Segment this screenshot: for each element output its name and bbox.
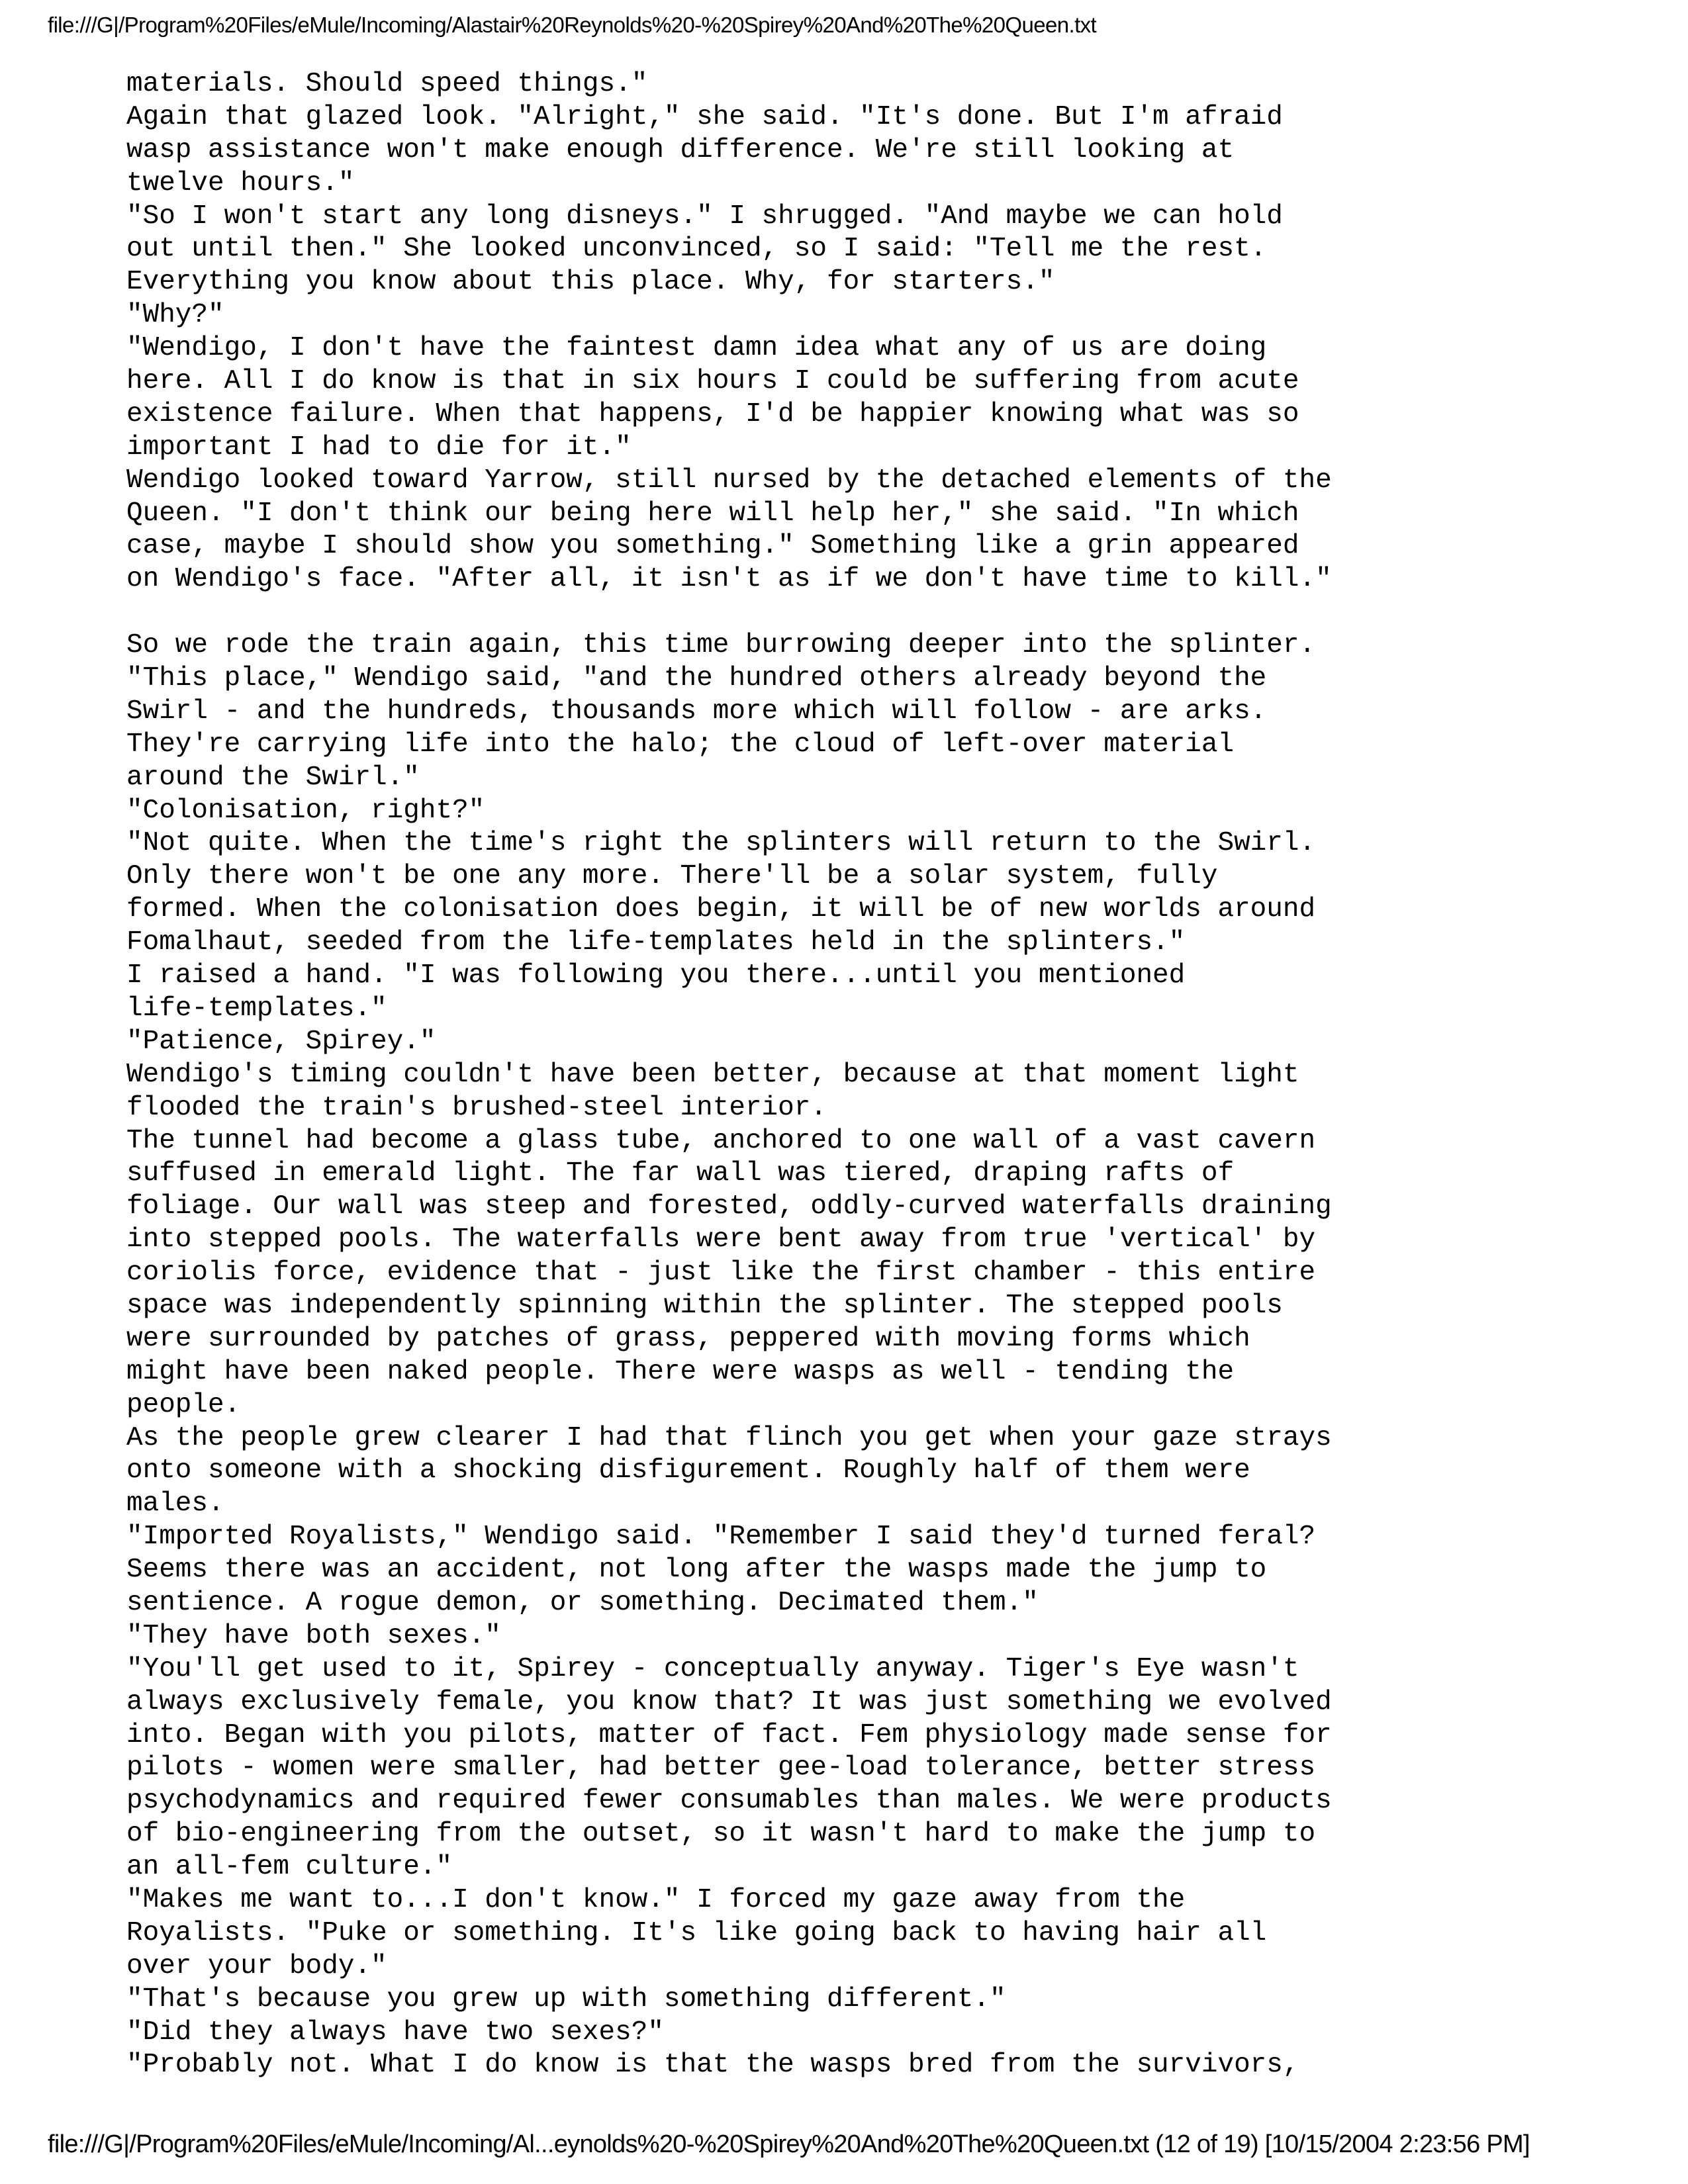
text-line: foliage. Our wall was steep and forested, oddly-curved waterfalls draining [126, 1191, 1332, 1222]
document-body [126, 68, 1649, 2082]
text-line: Everything you know about this place. Why, for starters." [126, 267, 1055, 298]
text-line: So we rode the train again, this time burrowing deeper into the splinter. [126, 630, 1316, 661]
text-line: "They have both sexes." [126, 1620, 501, 1651]
text-line: I raised a hand. "I was following you there...until you mentioned [126, 960, 1186, 991]
text-line: case, maybe I should show you something." Something like a grin appeared [126, 531, 1299, 562]
text-line: suffused in emerald light. The far wall was tiered, draping rafts of [126, 1158, 1235, 1189]
text-line: space was independently spinning within the splinter. The stepped pools [126, 1290, 1283, 1321]
text-line: materials. Should speed things." [126, 69, 648, 99]
blank-line [126, 596, 1649, 629]
text-line: into stepped pools. The waterfalls were bent away from true 'vertical' by [126, 1224, 1316, 1255]
text-line: Swirl - and the hundreds, thousands more which will follow - are arks. [126, 696, 1267, 727]
text-line: Seems there was an accident, not long after the wasps made the jump to [126, 1555, 1267, 1586]
text-line: "Wendigo, I don't have the faintest damn idea what any of us are doing [126, 333, 1267, 364]
text-line: twelve hours." [126, 167, 355, 199]
text-line: "Patience, Spirey." [126, 1026, 436, 1057]
text-line: out until then." She looked unconvinced, so I said: "Tell me the rest. [126, 234, 1267, 265]
text-line: They're carrying life into the halo; the cloud of left-over material [126, 729, 1235, 760]
header-file-path: file:///G|/Program%20Files/eMule/Incoming/Alastair%20Reynolds%20-%20Spirey%20And%20The%20Queen.txt [48, 13, 1097, 37]
text-line: Only there won't be one any more. There'll be a solar system, fully [126, 861, 1218, 892]
text-line: were surrounded by patches of grass, peppered with moving forms which [126, 1323, 1250, 1354]
text-line: Fomalhaut, seeded from the life-templates held in the splinters." [126, 927, 1186, 958]
text-line: here. All I do know is that in six hours I could be suffering from acute [126, 366, 1299, 397]
text-line: pilots - women were smaller, had better gee-load tolerance, better stress [126, 1752, 1316, 1784]
text-line: Queen. "I don't think our being here will help her," she said. "In which [126, 498, 1299, 529]
text-line: "Imported Royalists," Wendigo said. "Remember I said they'd turned feral? [126, 1522, 1316, 1553]
text-line: people. [126, 1389, 241, 1420]
text-line: Royalists. "Puke or something. It's like going back to having hair all [126, 1917, 1267, 1948]
text-line: wasp assistance won't make enough difference. We're still looking at [126, 134, 1235, 165]
text-line: an all-fem culture." [126, 1852, 453, 1883]
text-line: "You'll get used to it, Spirey - conceptually anyway. Tiger's Eye wasn't [126, 1653, 1299, 1684]
text-line: around the Swirl." [126, 762, 420, 793]
text-line: Again that glazed look. "Alright," she said. "It's done. But I'm afraid [126, 101, 1283, 132]
text-line: Wendigo looked toward Yarrow, still nursed by the detached elements of the [126, 465, 1332, 496]
text-line: coriolis force, evidence that - just like the first chamber - this entire [126, 1257, 1316, 1289]
text-line: Wendigo's timing couldn't have been better, because at that moment light [126, 1059, 1299, 1090]
text-line: into. Began with you pilots, matter of fact. Fem physiology made sense for [126, 1719, 1332, 1751]
text-line: "Did they always have two sexes?" [126, 2017, 664, 2048]
text-line: "Probably not. What I do know is that the wasps bred from the survivors, [126, 2050, 1299, 2081]
text-line: always exclusively female, you know that? It was just something we evolved [126, 1686, 1332, 1717]
text-line: over your body." [126, 1950, 387, 1981]
text-line: "This place," Wendigo said, "and the hundred others already beyond the [126, 663, 1267, 694]
text-line: "Colonisation, right?" [126, 795, 485, 826]
text-line: life-templates." [126, 993, 387, 1024]
text-line: on Wendigo's face. "After all, it isn't as if we don't have time to kill." [126, 564, 1332, 595]
text-line: "Not quite. When the time's right the splinters will return to the Swirl. [126, 828, 1316, 859]
text-line: males. [126, 1488, 224, 1520]
text-line: existence failure. When that happens, I'd be happier knowing what was so [126, 398, 1299, 430]
text-line: As the people grew clearer I had that flinch you get when your gaze strays [126, 1422, 1332, 1453]
text-line: "Makes me want to...I don't know." I forced my gaze away from the [126, 1884, 1186, 1915]
text-line: "That's because you grew up with something different." [126, 1983, 1006, 2015]
text-line: "Why?" [126, 300, 224, 331]
text-line: of bio-engineering from the outset, so it wasn't hard to make the jump to [126, 1819, 1316, 1850]
text-line: The tunnel had become a glass tube, anchored to one wall of a vast cavern [126, 1125, 1316, 1156]
text-line: sentience. A rogue demon, or something. Decimated them." [126, 1587, 1039, 1618]
text-line: formed. When the colonisation does begin, it will be of new worlds around [126, 894, 1316, 925]
text-line: psychodynamics and required fewer consumables than males. We were products [126, 1786, 1332, 1817]
text-line: might have been naked people. There were wasps as well - tending the [126, 1356, 1235, 1387]
text-line: "So I won't start any long disneys." I shrugged. "And maybe we can hold [126, 201, 1283, 232]
text-line: important I had to die for it." [126, 432, 632, 463]
footer-file-path: file:///G|/Program%20Files/eMule/Incoming/Al...eynolds%20-%20Spirey%20And%20The%20Queen.txt (12 of 19) [10/15/2004 2:23:56 PM] [48, 2130, 1530, 2158]
text-line: flooded the train's brushed-steel interior. [126, 1092, 827, 1123]
text-line: onto someone with a shocking disfigurement. Roughly half of them were [126, 1455, 1250, 1486]
